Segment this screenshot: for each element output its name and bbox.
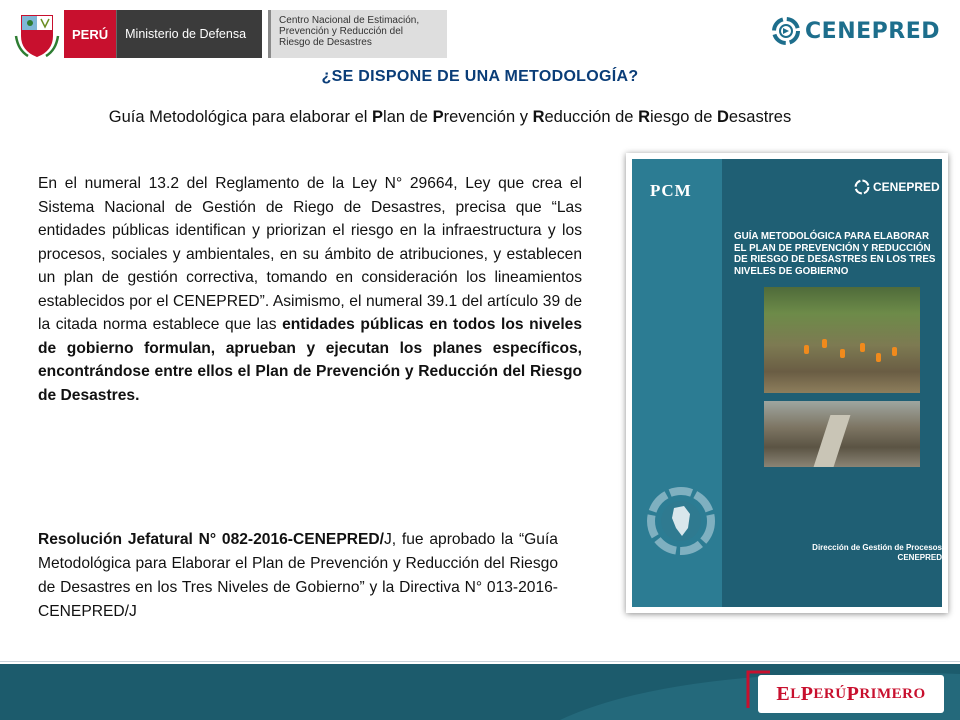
subtitle-initial-1: P: [372, 108, 384, 126]
cover-emblem-icon: [854, 179, 870, 195]
page-subtitle: [60, 106, 840, 128]
worker-figure: [892, 347, 897, 356]
subtitle-initial-2: P: [432, 108, 444, 126]
subtitle-initial-5: D: [716, 108, 729, 126]
cover-photo-channel: [764, 401, 920, 467]
center-name-line-2: Prevención y Reducción del: [279, 26, 403, 37]
cover-pcm-logo: PCM: [650, 181, 692, 200]
paragraph-regulation: [38, 172, 582, 407]
center-name-block: [268, 10, 447, 58]
el-peru-primero-logo: [758, 675, 944, 713]
ministry-label: Ministerio de Defensa: [116, 10, 262, 58]
peru-label: PERÚ: [64, 10, 116, 58]
government-logo-group: [14, 10, 447, 58]
page-title: ¿SE DISPONE DE UNA METODOLOGÍA?: [321, 68, 639, 85]
guide-cover-image: [626, 153, 948, 613]
cover-title: GUÍA METODOLÓGICA PARA ELABORAR EL PLAN DE PREVENCIÓN Y REDUCCIÓN DE RIESGO DE DESASTRES EN LOS TRES NIVELES DE GOBIERNO: [734, 231, 936, 277]
paragraph-regulation-text: En el numeral 13.2 del Reglamento de la Ley N° 29664, Ley que crea el Sistema Nacional de Gestión de Riego de Desastres, precisa que “Las entidades públicas identifican y priorizan el riesgo en la infraestructura y los procesos, sociales y ambientales, en su ámbito de atribuciones, y establecen un plan de gestión correctiva, tomando en consideración los lineamientos establecidos por el CENEPRED”. Asimismo, el numeral 39.1 del artículo 39 de la citada norma establece que las: [38, 175, 582, 333]
subtitle-initial-4: R: [638, 108, 650, 126]
logo-letter-P: P: [800, 682, 814, 705]
worker-figure: [840, 349, 845, 358]
worker-figure: [822, 339, 827, 348]
center-name-line-1: Centro Nacional de Estimación,: [279, 15, 420, 26]
paragraph-resolution-emphasis: Resolución Jefatural N° 082-2016-CENEPRED/: [38, 531, 384, 548]
subtitle-part-5: iesgo de: [649, 108, 717, 126]
paragraph-resolution-text: J, fue aprobado la “Guía Metodológica para Elaborar el Plan de Prevención y Reducción del Riesgo de Desastres en los Tres Niveles de Gobierno” y la Directiva N° 013-2016-CENEPRED/J: [38, 531, 558, 620]
logo-letters-L: L: [790, 685, 801, 702]
subtitle-part-6: esastres: [728, 108, 792, 126]
subtitle-part-1: Guía Metodológica para elaborar el: [108, 108, 373, 126]
paragraph-regulation-emphasis: entidades públicas en todos los niveles de gobierno formulan, aprueban y ejecutan los planes específicos, encontrándose entre ellos el Plan de Prevención y Reducción del Riesgo de Desastres.: [38, 316, 582, 404]
cover-footer: [798, 543, 942, 563]
subtitle-initial-3: R: [532, 108, 545, 126]
subtitle-part-3: revención y: [443, 108, 533, 126]
cover-background: [632, 159, 942, 607]
cover-footer-line-2: CENEPRED: [897, 553, 942, 562]
subtitle-part-4: educción de: [544, 108, 639, 126]
cenepred-logo-text: CENEPRED: [805, 18, 940, 44]
cenepred-emblem-icon: [771, 16, 801, 46]
worker-figure: [804, 345, 809, 354]
center-name-line-3: Riesgo de Desastres: [279, 37, 372, 48]
channel-structure: [814, 415, 851, 467]
footer-divider: [0, 661, 960, 663]
logo-letters-ERU: ERÚ: [813, 685, 847, 702]
logo-letter-E: E: [776, 682, 791, 705]
cenepred-logo: [771, 16, 940, 46]
cover-brand-text: CENEPRED: [873, 180, 940, 194]
peru-coat-of-arms-icon: [14, 10, 60, 58]
cover-footer-line-1: Dirección de Gestión de Procesos: [812, 543, 942, 552]
cover-peru-map-seal-icon: [644, 484, 718, 558]
logo-letters-RIMERO: RIMERO: [859, 685, 926, 702]
cover-photo-workers: [764, 287, 920, 393]
logo-letter-P2: P: [846, 682, 860, 705]
cover-cenepred-logo: [854, 179, 940, 195]
worker-figure: [860, 343, 865, 352]
worker-figure: [876, 353, 881, 362]
paragraph-resolution: [38, 528, 558, 624]
subtitle-part-2: lan de: [383, 108, 433, 126]
